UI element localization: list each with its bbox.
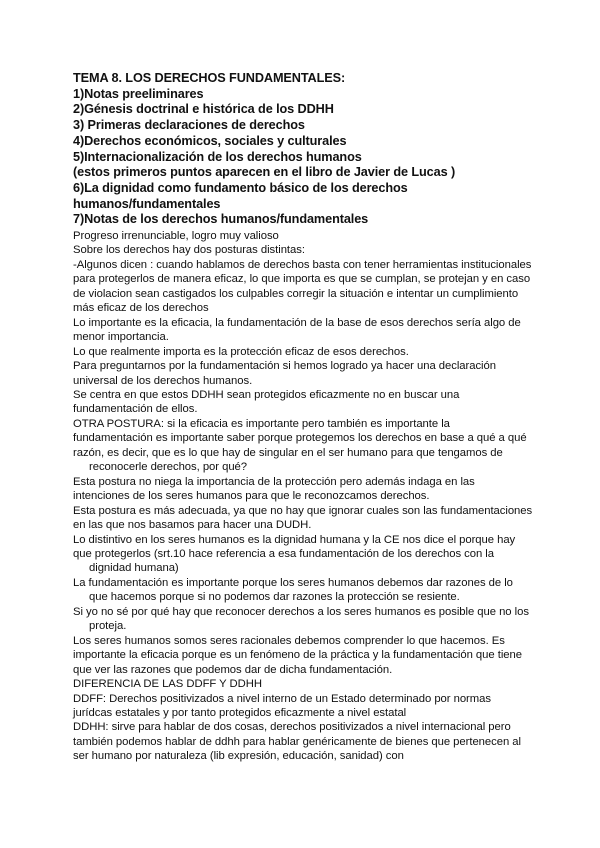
heading-block (73, 71, 533, 228)
text-line: ser humano por naturaleza (lib expresión, educación, sanidad) con (73, 750, 404, 763)
section-heading: 2)Génesis doctrinal e histórica de los DDHH (73, 102, 334, 117)
section-heading: 4)Derechos económicos, sociales y culturales (73, 133, 347, 148)
text-line: intenciones de los seres humanos para que le reconozcamos derechos. (73, 490, 430, 503)
text-line: Esta postura no niega la importancia de la protección pero además indaga en las (73, 475, 475, 488)
text-line: Lo importante es la eficacia, la fundamentación de la base de esos derechos sería algo de (73, 316, 521, 329)
section-note: (estos primeros puntos aparecen en el libro de Javier de Lucas ) (73, 165, 456, 180)
text-line: para protegerlos de manera eficaz, lo que importa es que se cumplan, se protejan y en caso (73, 273, 531, 286)
section-heading: humanos/fundamentales (73, 196, 221, 211)
text-line: de violacion sean castigados los culpables corregir la situación e intentar un cumplimiento (73, 287, 519, 300)
text-line: DDHH: sirve para hablar de dos cosas, derechos positivizados a nivel internacional pero (73, 721, 511, 734)
text-line: Para preguntarnos por la fundamentación si hemos logrado ya hacer una declaración (73, 360, 496, 373)
text-line: fundamentación de ellos. (73, 403, 198, 416)
text-line: La fundamentación es importante porque los seres humanos debemos dar razones de lo (73, 576, 513, 589)
text-line: reconocerle derechos, por qué? (89, 461, 248, 474)
document-page (73, 71, 533, 764)
section-heading: 6)La dignidad como fundamento básico de los derechos (73, 180, 408, 195)
section-heading: 5)Internacionalización de los derechos humanos (73, 149, 362, 164)
text-line: fundamentación es importante saber porque protegemos los derechos en base a qué a qué (73, 432, 527, 445)
section-heading: 3) Primeras declaraciones de derechos (73, 118, 305, 133)
text-line: en las que nos basamos para hacer una DUDH. (73, 519, 312, 532)
text-line: dignidad humana) (89, 562, 179, 575)
text-line: Esta postura es más adecuada, ya que no hay que ignorar cuales son las fundamentaciones (73, 504, 533, 517)
text-line: que protegerlos (srt.10 hace referencia a esa fundamentación de los derechos con la (73, 548, 495, 560)
section-label: DIFERENCIA DE LAS DDFF Y DDHH (73, 678, 262, 691)
document-body (73, 229, 533, 764)
text-line: Si yo no sé por qué hay que reconocer derechos a los seres humanos es posible que no los (73, 605, 529, 618)
text-line: Lo distintivo en los seres humanos es la dignidad humana y la CE nos dice el porque hay (73, 533, 516, 546)
text-line: Los seres humanos somos seres racionales debemos comprender lo que hacemos. Es (73, 634, 505, 647)
text-line: Progreso irrenunciable, logro muy valioso (73, 230, 279, 243)
text-line: proteja. (89, 620, 127, 633)
text-line: DDFF: Derechos positivizados a nivel interno de un Estado determinado por normas (73, 692, 491, 705)
text-line: también podemos hablar de ddhh para hablar genéricamente de bienes que pertenecen al (73, 735, 521, 748)
text-line: que hacemos porque si no podemos dar razones la protección se resiente. (89, 591, 460, 604)
text-line: universal de los derechos humanos. (73, 374, 253, 387)
text-line: jurídcas estatales y por tanto protegidos eficazmente a nivel estatal (73, 706, 407, 719)
text-line: Lo que realmente importa es la protección eficaz de esos derechos. (73, 345, 409, 358)
section-heading: 1)Notas preeliminares (73, 86, 204, 101)
text-line: Se centra en que estos DDHH sean protegidos eficazmente no en buscar una (73, 389, 460, 402)
text-line: importante la eficacia porque es un fenómeno de la práctica y la fundamentación que tiene (73, 649, 522, 662)
text-line: menor importancia. (73, 331, 169, 344)
text-line: más eficaz de los derechos (73, 302, 209, 315)
text-line: que ver las razones que podemos dar de dicha fundamentación. (73, 663, 393, 676)
document-title: TEMA 8. LOS DERECHOS FUNDAMENTALES: (73, 71, 346, 85)
text-line: -Algunos dicen : cuando hablamos de derechos basta con tener herramientas institucionales (73, 258, 532, 271)
text-line: razón, es decir, que es lo que hay de singular en el ser humano para que tengamos de (73, 446, 503, 459)
section-heading: 7)Notas de los derechos humanos/fundamentales (73, 212, 369, 227)
text-line: OTRA POSTURA: si la eficacia es importante pero también es importante la (73, 417, 450, 430)
text-line: Sobre los derechos hay dos posturas distintas: (73, 244, 305, 257)
